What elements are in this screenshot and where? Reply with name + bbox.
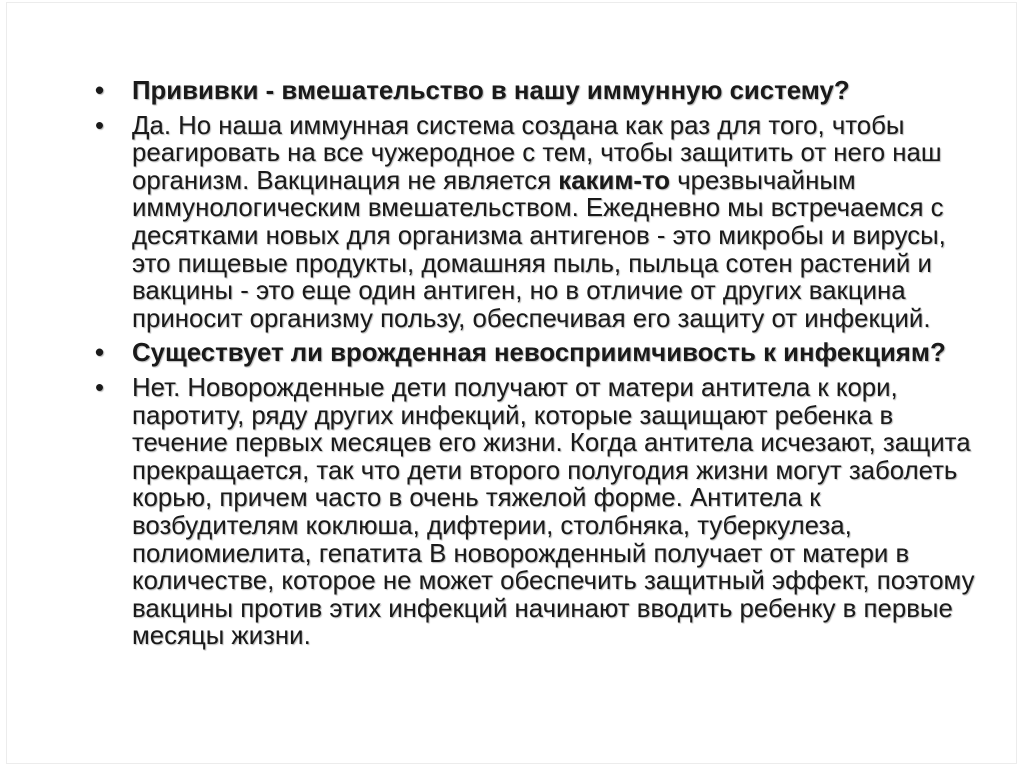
answer-text-1-part-a: Да. Но наша иммунная система создана как раз для того, чтобы реагировать на все чужеродное с тем, чтобы защитить от него наш организм. Вакцинация не является bbox=[132, 111, 942, 195]
answer-text-1-part-b: чрезвычайным иммунологическим вмешательством. Ежедневно мы встречаемся с десятками новых для организма антигенов - это микробы и вирусы, это пищевые продукты, домашняя пыль, пыльца сотен растений и вакцины - это еще один антиген, но в отличие от других вакцина приносит организму пользу, обеспечивая его защиту от инфекций. bbox=[132, 166, 946, 333]
question-item-1 bbox=[95, 78, 975, 106]
answer-item-2 bbox=[95, 375, 975, 651]
bullet-icon: • bbox=[95, 339, 105, 368]
bullet-list bbox=[95, 78, 975, 658]
bullet-icon: • bbox=[95, 111, 105, 140]
answer-text-1 bbox=[132, 113, 975, 334]
bullet-icon: • bbox=[95, 77, 105, 105]
answer-text-2: Нет. Новорожденные дети получают от матери антитела к кори, паротиту, ряду других инфекций, которые защищают ребенка в течение первых месяцев его жизни. Когда антитела исчезают, защита прекращается, так что дети второго полугодия жизни могут заболеть корью, причем часто в очень тяжелой форме. Антитела к возбудителям коклюша, дифтерии, столбняка, туберкулеза, полиомиелита, гепатита В новорожденный получает от матери в количестве, которое не может обеспечить защитный эффект, поэтому вакцины против этих инфекций начинают вводить ребенку в первые месяцы жизни. bbox=[132, 373, 975, 651]
question-text-1: Прививки - вмешательство в нашу иммунную систему? bbox=[132, 77, 850, 105]
question-text-2: Существует ли врожденная невосприимчивость к инфекциям? bbox=[132, 339, 946, 368]
question-item-2 bbox=[95, 340, 975, 368]
answer-item-1 bbox=[95, 113, 975, 334]
bullet-icon: • bbox=[95, 373, 105, 402]
answer-text-1-emphasis: каким-то bbox=[558, 166, 671, 195]
